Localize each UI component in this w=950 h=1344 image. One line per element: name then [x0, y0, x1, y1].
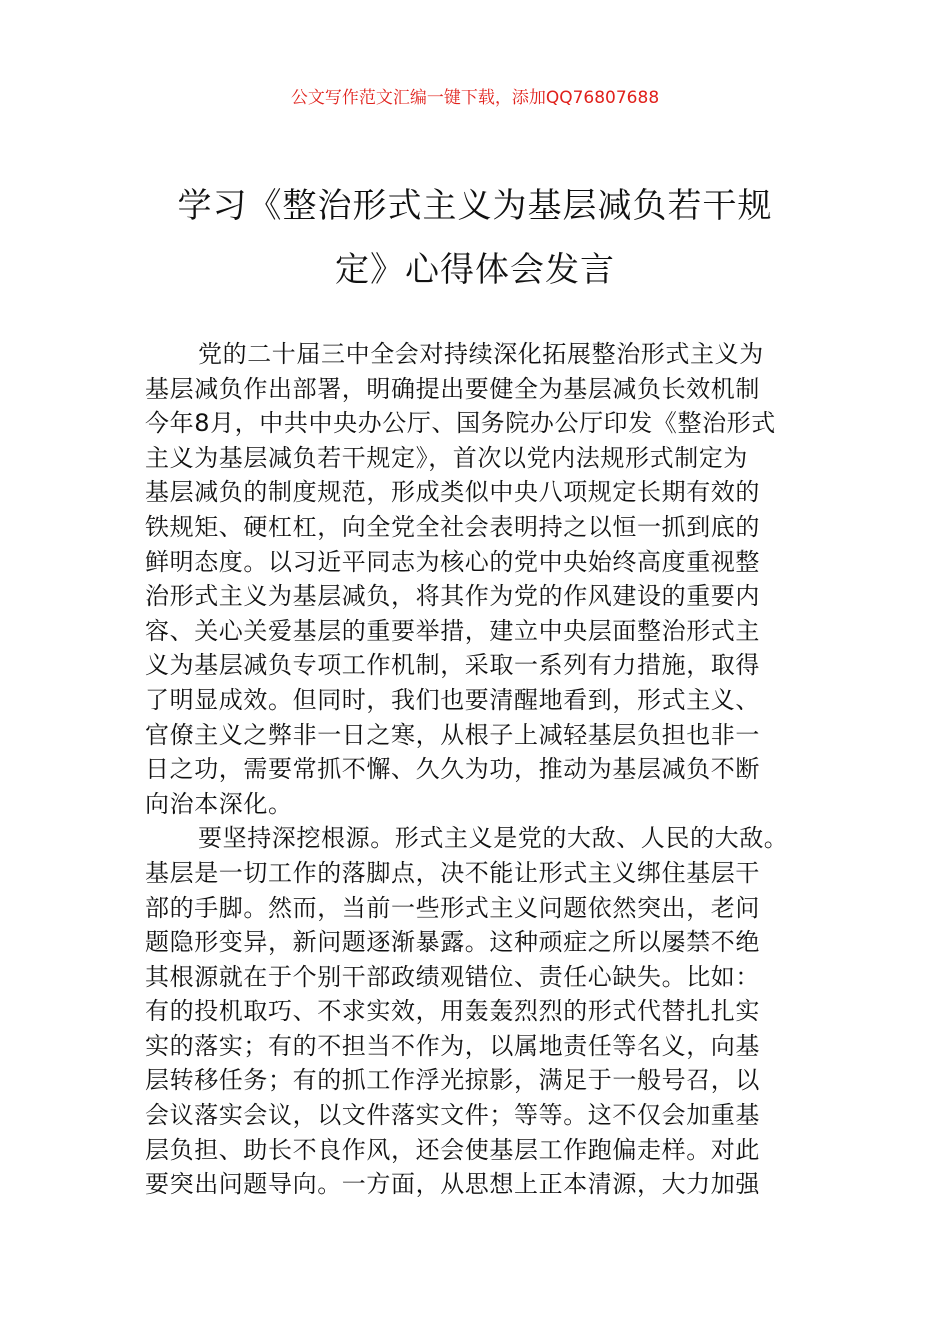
- paragraph-1-line: 日之功，需要常抓不懈、久久为功，推动为基层减负不断: [145, 755, 760, 784]
- paragraph-2-line: 题隐形变异，新问题逐渐暴露。这种顽症之所以屡禁不绝: [145, 928, 760, 957]
- download-promo-link[interactable]: 公文写作范文汇编一键下载，添加QQ76807688: [290, 88, 660, 108]
- paragraph-1-line: 治形式主义为基层减负，将其作为党的作风建设的重要内: [145, 582, 760, 611]
- paragraph-1-line: 基层减负作出部署，明确提出要健全为基层减负长效机制: [145, 374, 760, 403]
- title-line-1: 学习《整治形式主义为基层减负若干规: [177, 186, 773, 226]
- body-text: [145, 337, 813, 1202]
- paragraph-1-line: 义为基层减负专项工作机制，采取一系列有力措施，取得: [145, 651, 760, 680]
- paragraph-2-line: 要突出问题导向。一方面，从思想上正本清源，大力加强: [145, 1170, 760, 1199]
- paragraph-2-line: 实的落实；有的不担当不作为，以属地责任等名义，向基: [145, 1031, 760, 1060]
- paragraph-2-line: 层转移任务；有的抓工作浮光掠影，满足于一般号召，以: [145, 1066, 760, 1095]
- paragraph-1-line: 铁规矩、硬杠杠，向全党全社会表明持之以恒一抓到底的: [145, 512, 760, 541]
- paragraph-2-line: 要坚持深挖根源。形式主义是党的大敌、人民的大敌。: [198, 824, 789, 853]
- paragraph-2-line: 其根源就在于个别干部政绩观错位、责任心缺失。比如：: [145, 962, 760, 991]
- page-title: [150, 174, 800, 302]
- paragraph-1-line: 今年8月，中共中央办公厅、国务院办公厅印发《整治形式: [145, 409, 776, 438]
- paragraph-1-line: 官僚主义之弊非一日之寒，从根子上减轻基层负担也非一: [145, 720, 760, 749]
- paragraph-2-line: 有的投机取巧、不求实效，用轰轰烈烈的形式代替扎扎实: [145, 997, 760, 1026]
- paragraph-2-line: 部的手脚。然而，当前一些形式主义问题依然突出，老问: [145, 893, 760, 922]
- paragraph-1-line: 向治本深化。: [145, 789, 293, 818]
- paragraph-1-line: 主义为基层减负若干规定》，首次以党内法规形式制定为: [145, 443, 748, 472]
- paragraph-2-line: 会议落实会议，以文件落实文件；等等。这不仅会加重基: [145, 1101, 760, 1130]
- paragraph-2-line: 层负担、助长不良作风，还会使基层工作跑偏走样。对此: [145, 1135, 760, 1164]
- paragraph-1-line: 基层减负的制度规范，形成类似中央八项规定长期有效的: [145, 478, 760, 507]
- paragraph-2-line: 基层是一切工作的落脚点，决不能让形式主义绑住基层干: [145, 858, 760, 887]
- paragraph-1-line: 容、关心关爱基层的重要举措，建立中央层面整治形式主: [145, 616, 760, 645]
- paragraph-1-line: 党的二十届三中全会对持续深化拓展整治形式主义为: [198, 340, 764, 368]
- paragraph-1-line: 鲜明态度。以习近平同志为核心的党中央始终高度重视整: [145, 547, 760, 576]
- title-line-2: 定》心得体会发言: [335, 250, 615, 290]
- paragraph-1-line: 了明显成效。但同时，我们也要清醒地看到，形式主义、: [145, 685, 760, 714]
